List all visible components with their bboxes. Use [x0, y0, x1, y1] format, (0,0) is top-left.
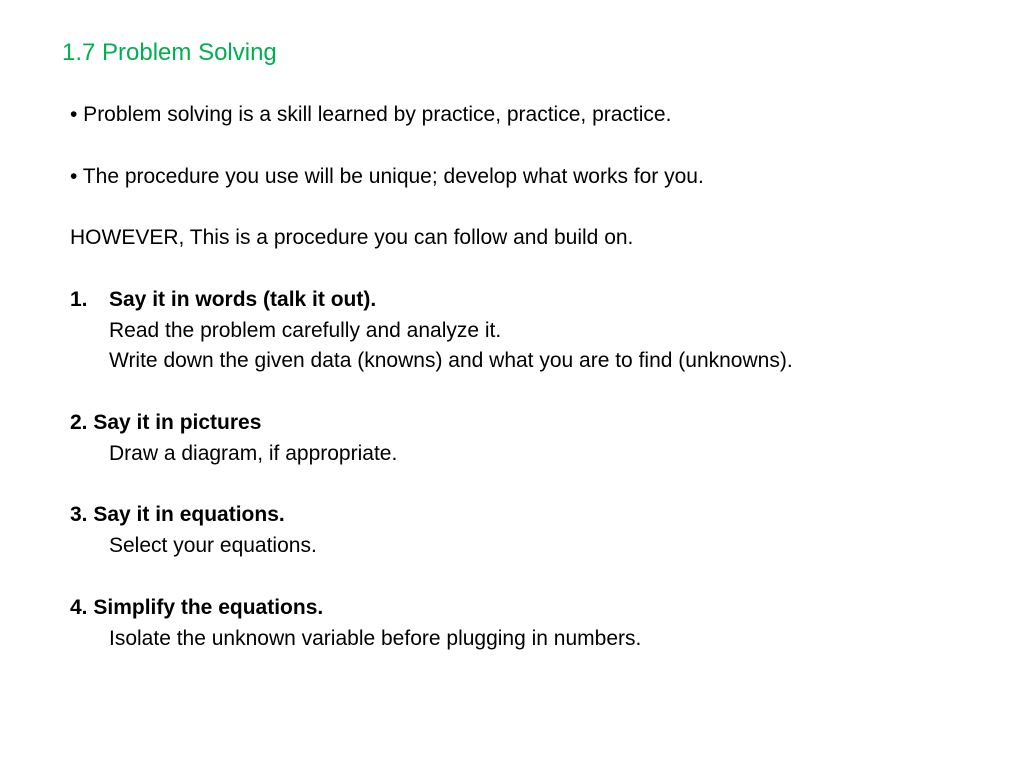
- bullet-practice: • Problem solving is a skill learned by practice, practice, practice.: [70, 103, 672, 126]
- step-3-line-1: Select your equations.: [109, 534, 317, 558]
- step-4-line-1: Isolate the unknown variable before plugging in numbers.: [109, 626, 642, 650]
- step-1-number: 1.: [70, 287, 88, 311]
- bullet-procedure: • The procedure you use will be unique; develop what works for you.: [70, 164, 704, 188]
- spacer: [70, 192, 970, 223]
- spacer: [70, 377, 970, 408]
- spacer: [70, 254, 970, 285]
- step-2-line-1: Draw a diagram, if appropriate.: [109, 441, 398, 465]
- step-4-heading: 4. Simplify the equations.: [70, 595, 324, 619]
- step-1-heading: [70, 285, 970, 316]
- step-1-title: Say it in words (talk it out).: [109, 287, 377, 311]
- step-1-line-1: Read the problem carefully and analyze it.: [109, 318, 502, 342]
- step-1-line-2: Write down the given data (knowns) and what you are to find (unknowns).: [109, 349, 793, 373]
- slide-body: [70, 100, 970, 654]
- step-2-heading: 2. Say it in pictures: [70, 410, 262, 434]
- spacer: [70, 131, 970, 162]
- step-3-heading: 3. Say it in equations.: [70, 503, 285, 527]
- intro-text: HOWEVER, This is a procedure you can follow and build on.: [70, 226, 634, 250]
- spacer: [70, 562, 970, 593]
- spacer: [70, 470, 970, 501]
- slide-title: 1.7 Problem Solving: [62, 39, 277, 66]
